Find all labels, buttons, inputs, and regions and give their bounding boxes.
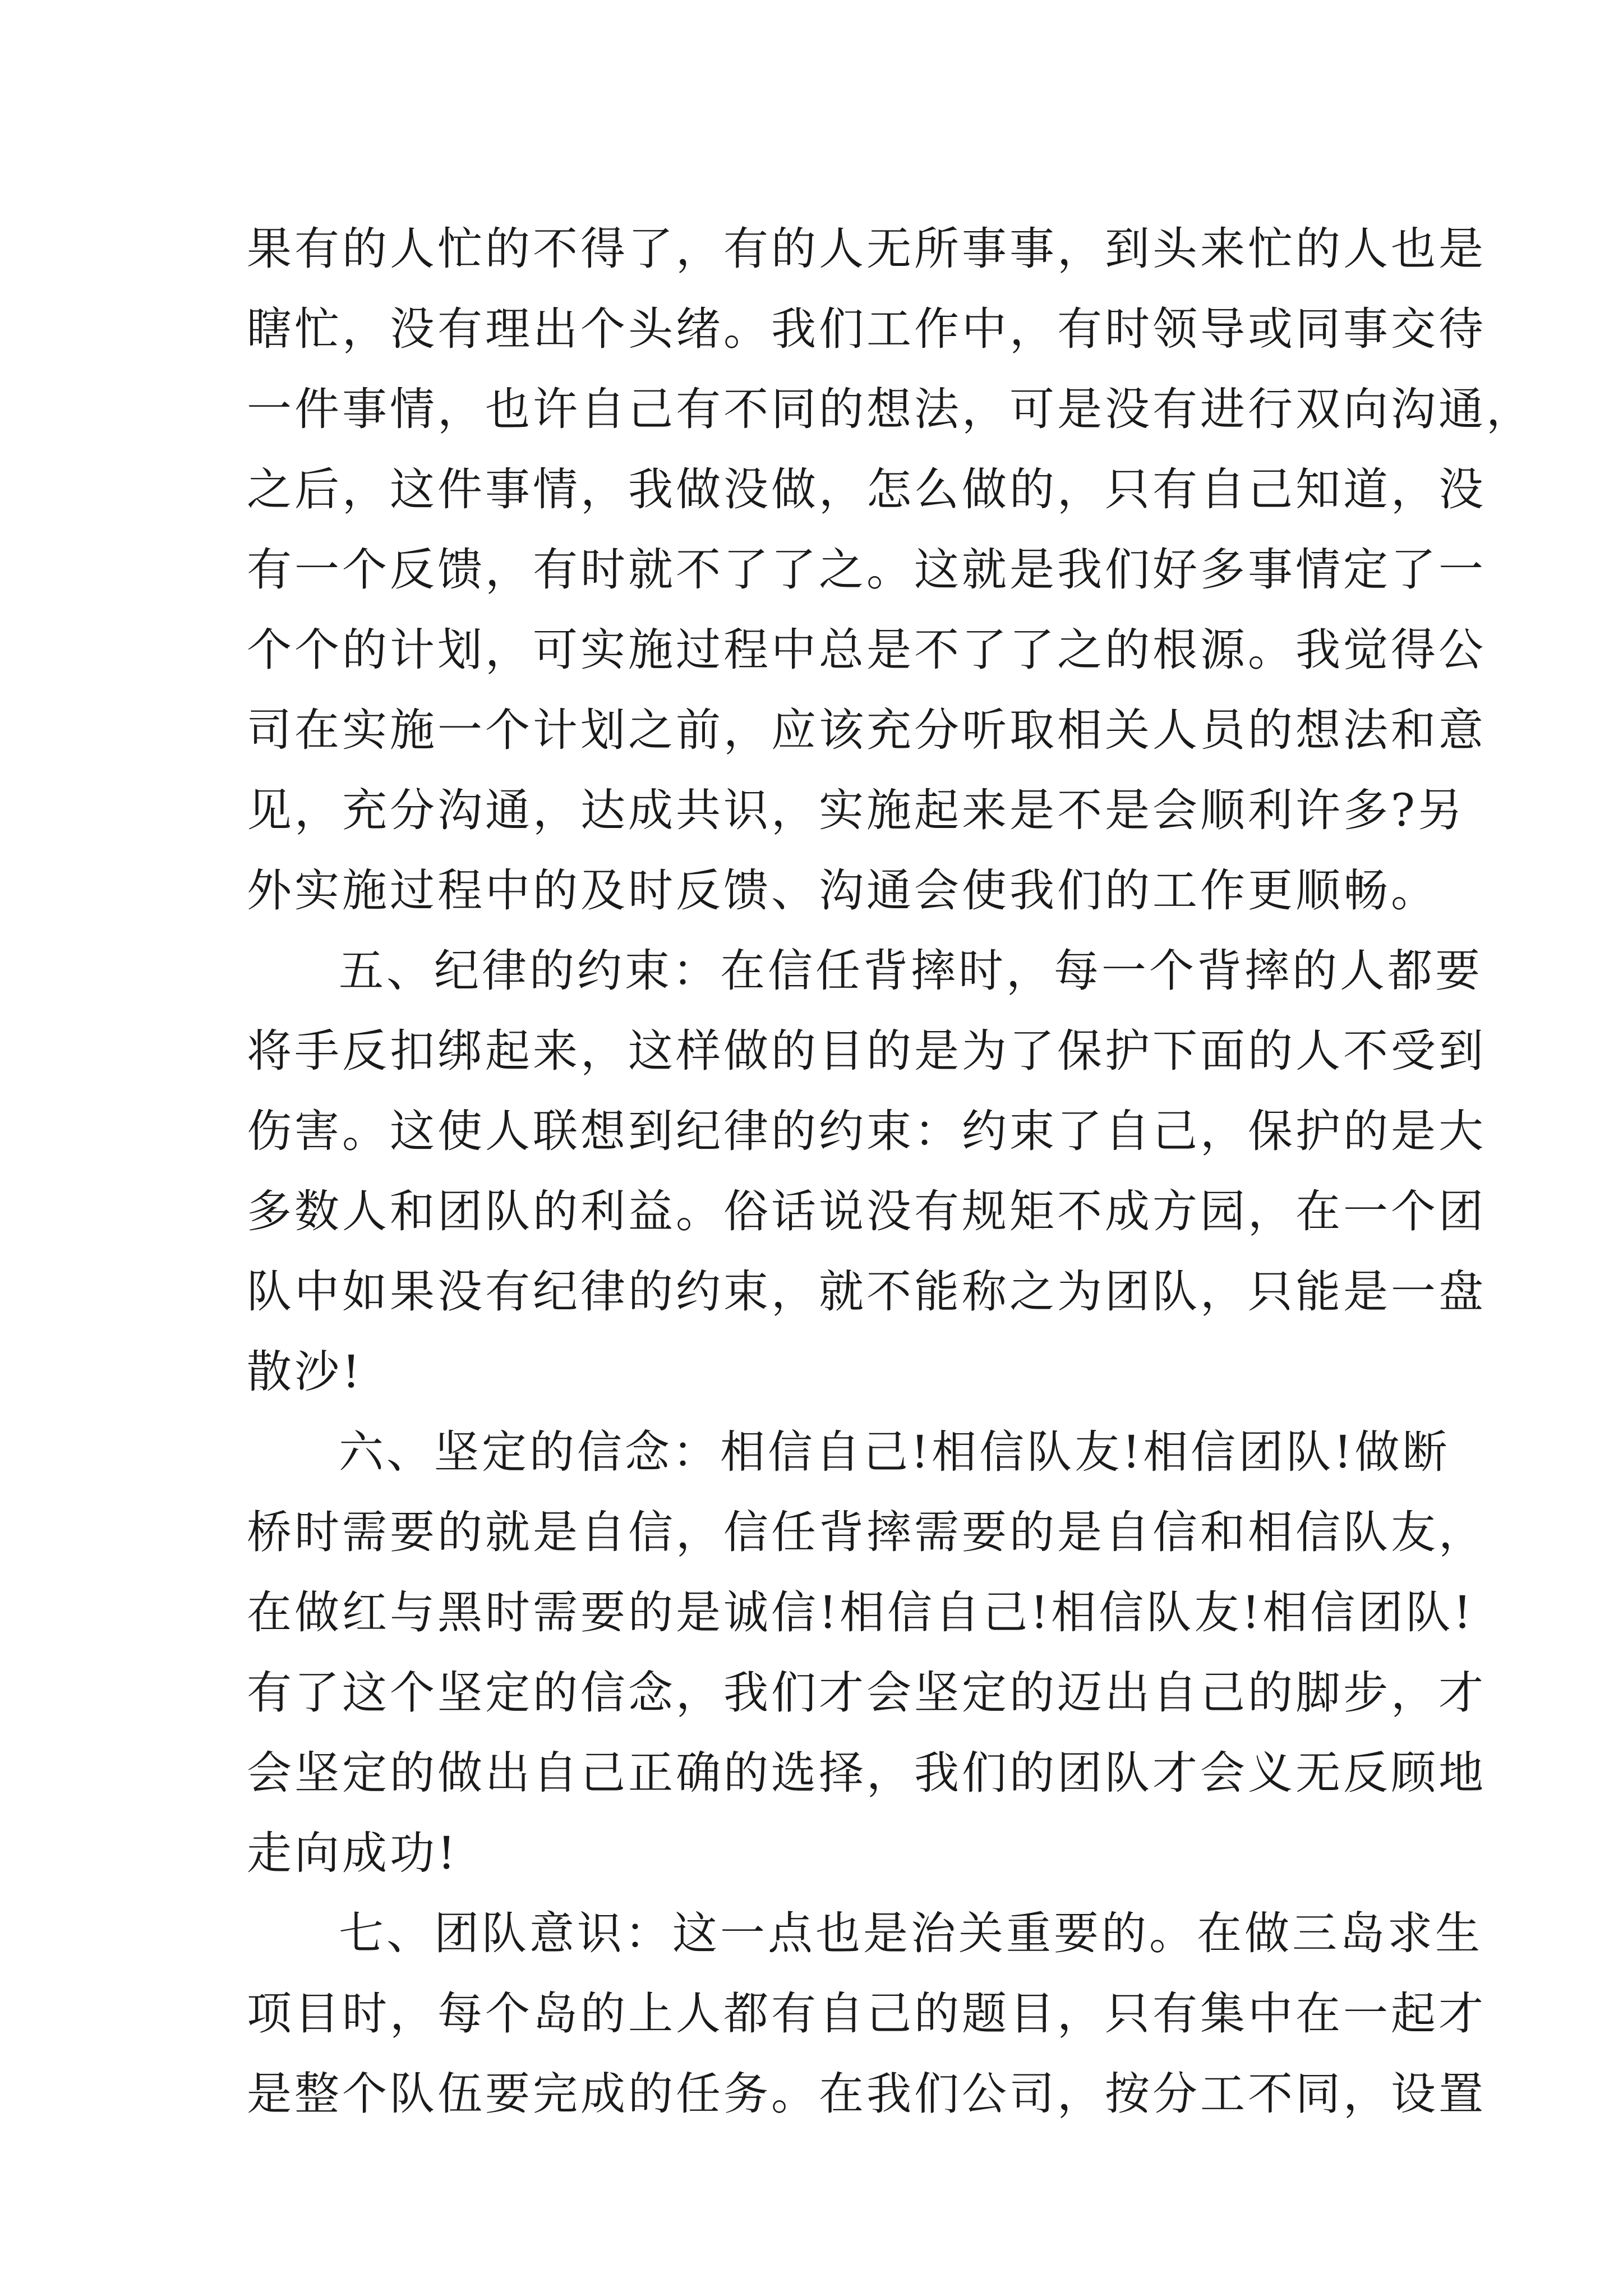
text-line: 有了这个坚定的信念，我们才会坚定的迈出自己的脚步，才 xyxy=(247,1667,1486,1719)
text-line: 果有的人忙的不得了，有的人无所事事，到头来忙的人也是 xyxy=(247,223,1486,275)
text-line: 散沙! xyxy=(247,1346,363,1398)
paragraph-heading-line: 七、团队意识：这一点也是治关重要的。在做三岛求生 xyxy=(339,1907,1483,1959)
text-line: 个个的计划，可实施过程中总是不了了之的根源。我觉得公 xyxy=(247,624,1486,676)
text-line: 伤害。这使人联想到纪律的约束：约束了自己，保护的是大 xyxy=(247,1105,1486,1157)
text-line: 一件事情，也许自己有不同的想法，可是没有进行双向沟通， xyxy=(247,383,1534,435)
text-line: 会坚定的做出自己正确的选择，我们的团队才会义无反顾地 xyxy=(247,1747,1486,1799)
text-line: 桥时需要的就是自信，信任背摔需要的是自信和相信队友， xyxy=(247,1506,1486,1558)
text-line: 项目时，每个岛的上人都有自己的题目，只有集中在一起才 xyxy=(247,1987,1486,2040)
text-line: 司在实施一个计划之前，应该充分听取相关人员的想法和意 xyxy=(247,704,1486,756)
text-line: 多数人和团队的利益。俗话说没有规矩不成方园，在一个团 xyxy=(247,1185,1486,1237)
text-line: 将手反扣绑起来，这样做的目的是为了保护下面的人不受到 xyxy=(247,1025,1486,1077)
text-line: 外实施过程中的及时反馈、沟通会使我们的工作更顺畅。 xyxy=(247,864,1438,917)
text-line: 队中如果没有纪律的约束，就不能称之为团队，只能是一盘 xyxy=(247,1266,1486,1318)
text-line: 之后，这件事情，我做没做，怎么做的，只有自己知道，没 xyxy=(247,463,1486,516)
text-line: 是整个队伍要完成的任务。在我们公司，按分工不同，设置 xyxy=(247,2068,1486,2120)
paragraph-heading-line: 六、坚定的信念：相信自己!相信队友!相信团队!做断 xyxy=(339,1426,1450,1478)
text-line: 瞎忙，没有理出个头绪。我们工作中，有时领导或同事交待 xyxy=(247,303,1486,355)
text-line: 见，充分沟通，达成共识，实施起来是不是会顺利许多?另 xyxy=(247,784,1465,836)
text-line: 在做红与黑时需要的是诚信!相信自己!相信队友!相信团队! xyxy=(247,1586,1474,1639)
paragraph-heading-line: 五、纪律的约束：在信任背摔时，每一个背摔的人都要 xyxy=(339,945,1483,997)
text-line: 有一个反馈，有时就不了了之。这就是我们好多事情定了一 xyxy=(247,544,1486,596)
text-line: 走向成功! xyxy=(247,1827,459,1879)
body-text xyxy=(247,209,1534,2134)
